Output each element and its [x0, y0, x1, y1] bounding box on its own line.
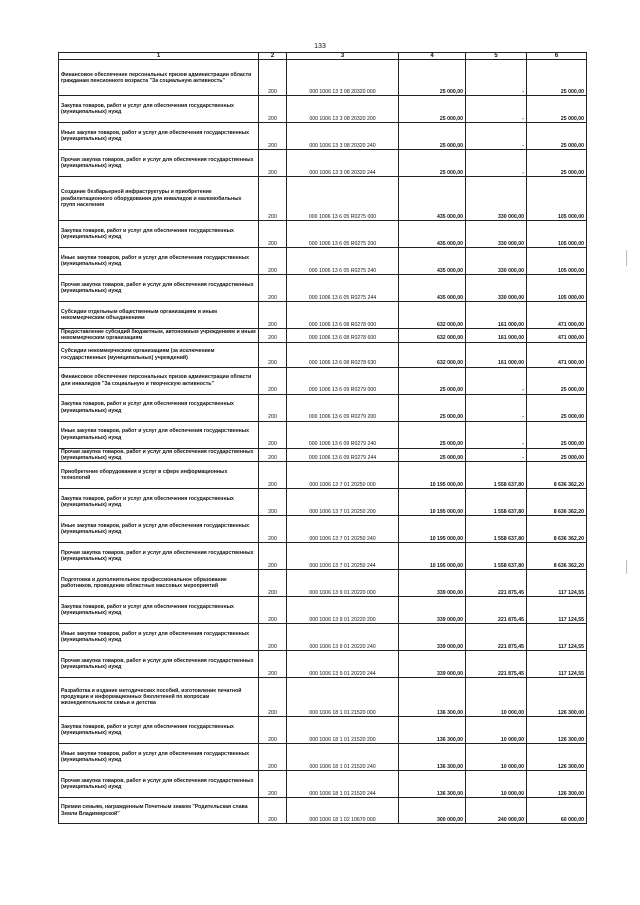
table-row	[59, 329, 587, 342]
row-code: 200	[259, 421, 287, 448]
row-col4: 339 000,00	[399, 570, 466, 597]
row-kbk: 000 1006 13 3 08 20320 240	[287, 123, 399, 150]
row-col5: 240 000,00	[466, 798, 527, 824]
row-col5: 221 875,45	[466, 651, 527, 678]
row-col5: -	[466, 421, 527, 448]
row-name: Субсидии отдельным общественным организациям и иным некоммерческим объединениям	[59, 302, 259, 329]
row-col6: 117 124,55	[527, 624, 587, 651]
row-code: 200	[259, 394, 287, 421]
row-col5: 221 875,45	[466, 597, 527, 624]
row-col4: 339 000,00	[399, 597, 466, 624]
row-col6: 60 000,00	[527, 798, 587, 824]
table-row	[59, 543, 587, 570]
row-code: 200	[259, 717, 287, 744]
row-name: Закупка товаров, работ и услуг для обеспечения государственных (муниципальных) нужд	[59, 597, 259, 624]
row-name: Иные закупки товаров, работ и услуг для обеспечения государственных (муниципальных) нужд	[59, 624, 259, 651]
row-col6: 471 000,00	[527, 342, 587, 367]
row-col4: 25 000,00	[399, 123, 466, 150]
col-header-2: 2	[259, 53, 287, 60]
row-col4: 632 000,00	[399, 342, 466, 367]
row-kbk: 000 1006 13 6 05 R0275 000	[287, 177, 399, 221]
table-row	[59, 221, 587, 248]
row-name: Прочая закупка товаров, работ и услуг для обеспечения государственных (муниципальных) нужд	[59, 771, 259, 798]
row-col4: 10 195 000,00	[399, 489, 466, 516]
row-col4: 10 195 000,00	[399, 516, 466, 543]
row-code: 200	[259, 96, 287, 123]
col-header-6: 6	[527, 53, 587, 60]
col-header-3: 3	[287, 53, 399, 60]
row-kbk: 000 1006 13 7 01 20250 240	[287, 516, 399, 543]
row-code: 200	[259, 221, 287, 248]
row-kbk: 000 1006 13 3 08 20320 244	[287, 150, 399, 177]
table-row	[59, 651, 587, 678]
table-row	[59, 367, 587, 394]
row-col6: 471 000,00	[527, 329, 587, 342]
row-code: 200	[259, 624, 287, 651]
row-kbk: 000 1006 18 1 01 21520 244	[287, 771, 399, 798]
table-row	[59, 462, 587, 489]
row-name: Субсидии некоммерческим организациям (за исключением государственных (муниципальных) учреждений)	[59, 342, 259, 367]
row-code: 200	[259, 462, 287, 489]
row-col6: 25 000,00	[527, 367, 587, 394]
row-kbk: 000 1006 13 6 09 R0279 000	[287, 367, 399, 394]
table-row	[59, 302, 587, 329]
row-code: 200	[259, 150, 287, 177]
row-col5: 221 875,45	[466, 570, 527, 597]
row-col4: 300 000,00	[399, 798, 466, 824]
row-name: Закупка товаров, работ и услуг для обеспечения государственных (муниципальных) нужд	[59, 221, 259, 248]
row-col4: 136 300,00	[399, 678, 466, 717]
row-col6: 25 000,00	[527, 394, 587, 421]
row-col4: 435 000,00	[399, 275, 466, 302]
row-col4: 435 000,00	[399, 248, 466, 275]
row-col4: 10 195 000,00	[399, 462, 466, 489]
row-col4: 339 000,00	[399, 651, 466, 678]
row-kbk: 000 1006 13 6 09 R0279 200	[287, 394, 399, 421]
row-col5: -	[466, 394, 527, 421]
row-col5: 330 000,00	[466, 275, 527, 302]
row-code: 200	[259, 248, 287, 275]
row-code: 200	[259, 302, 287, 329]
row-code: 200	[259, 329, 287, 342]
col-header-4: 4	[399, 53, 466, 60]
row-name: Создание безбарьерной инфраструктуры и приобретение реабилитационного оборудования для инвалидов и маломобильных групп населения	[59, 177, 259, 221]
row-name: Закупка товаров, работ и услуг для обеспечения государственных (муниципальных) нужд	[59, 394, 259, 421]
row-code: 200	[259, 177, 287, 221]
row-col5: 10 000,00	[466, 678, 527, 717]
row-col4: 136 300,00	[399, 771, 466, 798]
table-row	[59, 177, 587, 221]
row-col6: 126 300,00	[527, 771, 587, 798]
row-col4: 25 000,00	[399, 367, 466, 394]
row-code: 200	[259, 275, 287, 302]
row-kbk: 000 1006 13 6 09 R0279 244	[287, 448, 399, 461]
row-col6: 117 124,55	[527, 597, 587, 624]
row-kbk: 000 1006 13 6 08 R0278 600	[287, 329, 399, 342]
row-name: Прочая закупка товаров, работ и услуг для обеспечения государственных (муниципальных) нужд	[59, 543, 259, 570]
row-col5: 1 558 637,80	[466, 489, 527, 516]
table-row	[59, 60, 587, 96]
row-col5: 1 558 637,80	[466, 462, 527, 489]
table-row	[59, 96, 587, 123]
scan-edge-mark	[626, 560, 627, 574]
row-name: Иные закупки товаров, работ и услуг для обеспечения государственных (муниципальных) нужд	[59, 516, 259, 543]
col-header-5: 5	[466, 53, 527, 60]
row-col5: 161 000,00	[466, 302, 527, 329]
row-name: Иные закупки товаров, работ и услуг для обеспечения государственных (муниципальных) нужд	[59, 248, 259, 275]
row-code: 200	[259, 597, 287, 624]
row-col4: 435 000,00	[399, 177, 466, 221]
row-col6: 25 000,00	[527, 421, 587, 448]
table-row	[59, 597, 587, 624]
table-row	[59, 275, 587, 302]
row-kbk: 000 1006 13 6 05 R0275 244	[287, 275, 399, 302]
row-col6: 471 000,00	[527, 302, 587, 329]
row-code: 200	[259, 744, 287, 771]
table-row	[59, 421, 587, 448]
row-kbk: 000 1006 13 6 08 R0278 000	[287, 302, 399, 329]
row-col5: -	[466, 150, 527, 177]
row-col5: 330 000,00	[466, 248, 527, 275]
col-header-1: 1	[59, 53, 259, 60]
row-col6: 25 000,00	[527, 60, 587, 96]
table-row	[59, 516, 587, 543]
row-name: Иные закупки товаров, работ и услуг для обеспечения государственных (муниципальных) нужд	[59, 744, 259, 771]
row-code: 200	[259, 516, 287, 543]
table-row	[59, 150, 587, 177]
row-kbk: 000 1006 13 7 01 20250 000	[287, 462, 399, 489]
row-col4: 25 000,00	[399, 150, 466, 177]
row-name: Подготовка и дополнительное профессиональное образование работников, проведение областных массовых мероприятий	[59, 570, 259, 597]
row-col4: 25 000,00	[399, 421, 466, 448]
table-row	[59, 570, 587, 597]
row-col5: -	[466, 60, 527, 96]
row-kbk: 000 1006 13 6 08 R0278 630	[287, 342, 399, 367]
row-code: 200	[259, 489, 287, 516]
row-kbk: 000 1006 13 9 01 20220 240	[287, 624, 399, 651]
row-code: 200	[259, 678, 287, 717]
row-kbk: 000 1006 18 1 02 10670 000	[287, 798, 399, 824]
row-col5: 10 000,00	[466, 717, 527, 744]
row-name: Иные закупки товаров, работ и услуг для обеспечения государственных (муниципальных) нужд	[59, 421, 259, 448]
table-row	[59, 342, 587, 367]
row-col6: 105 000,00	[527, 221, 587, 248]
row-kbk: 000 1006 13 9 01 20220 000	[287, 570, 399, 597]
row-code: 200	[259, 367, 287, 394]
row-col5: -	[466, 123, 527, 150]
row-kbk: 000 1006 18 1 01 21520 240	[287, 744, 399, 771]
row-col5: 221 875,45	[466, 624, 527, 651]
row-name: Финансовое обеспечение персональных призов администрации области для инвалидов "За социальную и творческую активность"	[59, 367, 259, 394]
table-row	[59, 394, 587, 421]
scan-edge-mark	[626, 250, 627, 266]
row-code: 200	[259, 123, 287, 150]
table-row	[59, 798, 587, 824]
row-col4: 632 000,00	[399, 329, 466, 342]
row-col6: 8 636 362,20	[527, 543, 587, 570]
row-code: 200	[259, 798, 287, 824]
row-name: Прочая закупка товаров, работ и услуг для обеспечения государственных (муниципальных) нужд	[59, 150, 259, 177]
row-col5: -	[466, 448, 527, 461]
row-name: Разработка и издание методических пособий, изготовление печатной продукции и информационных бюллетеней по вопросам жизнедеятельности семьи и детства	[59, 678, 259, 717]
row-kbk: 000 1006 13 7 01 20250 200	[287, 489, 399, 516]
row-col6: 8 636 362,20	[527, 462, 587, 489]
row-col5: 10 000,00	[466, 771, 527, 798]
row-col5: -	[466, 367, 527, 394]
table-row	[59, 123, 587, 150]
table-body	[59, 53, 587, 824]
table-header-row	[59, 53, 587, 60]
row-name: Закупка товаров, работ и услуг для обеспечения государственных (муниципальных) нужд	[59, 717, 259, 744]
row-code: 200	[259, 771, 287, 798]
row-code: 200	[259, 570, 287, 597]
row-name: Приобретение оборудования и услуг в сфере информационных технологий	[59, 462, 259, 489]
table-row	[59, 678, 587, 717]
row-name: Прочая закупка товаров, работ и услуг для обеспечения государственных (муниципальных) нужд	[59, 448, 259, 461]
table-row	[59, 717, 587, 744]
table-row	[59, 448, 587, 461]
row-name: Прочая закупка товаров, работ и услуг для обеспечения государственных (муниципальных) нужд	[59, 275, 259, 302]
table-row	[59, 489, 587, 516]
row-col6: 25 000,00	[527, 123, 587, 150]
row-kbk: 000 1006 13 6 05 R0275 240	[287, 248, 399, 275]
row-col5: -	[466, 96, 527, 123]
row-col6: 105 000,00	[527, 177, 587, 221]
row-code: 200	[259, 342, 287, 367]
row-kbk: 000 1006 13 7 01 20250 244	[287, 543, 399, 570]
row-col5: 161 000,00	[466, 329, 527, 342]
row-col6: 105 000,00	[527, 248, 587, 275]
row-col5: 330 000,00	[466, 177, 527, 221]
table-row	[59, 771, 587, 798]
row-name: Прочая закупка товаров, работ и услуг для обеспечения государственных (муниципальных) нужд	[59, 651, 259, 678]
row-col4: 136 300,00	[399, 717, 466, 744]
row-kbk: 000 1006 18 1 01 21520 200	[287, 717, 399, 744]
row-name: Закупка товаров, работ и услуг для обеспечения государственных (муниципальных) нужд	[59, 489, 259, 516]
row-kbk: 000 1006 13 9 01 20220 244	[287, 651, 399, 678]
row-col5: 1 558 637,80	[466, 516, 527, 543]
row-col4: 10 195 000,00	[399, 543, 466, 570]
row-kbk: 000 1006 13 3 08 20320 200	[287, 96, 399, 123]
row-col4: 25 000,00	[399, 448, 466, 461]
row-col6: 117 124,55	[527, 651, 587, 678]
row-name: Предоставление субсидий бюджетным, автономным учреждениям и иным некоммерческим организациям	[59, 329, 259, 342]
table-row	[59, 248, 587, 275]
row-kbk: 000 1006 13 3 08 20320 000	[287, 60, 399, 96]
row-code: 200	[259, 60, 287, 96]
row-col6: 126 300,00	[527, 717, 587, 744]
row-kbk: 000 1006 18 1 01 21520 000	[287, 678, 399, 717]
row-col6: 126 300,00	[527, 744, 587, 771]
table-row	[59, 744, 587, 771]
row-col5: 10 000,00	[466, 744, 527, 771]
row-col4: 136 300,00	[399, 744, 466, 771]
row-col4: 435 000,00	[399, 221, 466, 248]
row-col4: 632 000,00	[399, 302, 466, 329]
row-col6: 105 000,00	[527, 275, 587, 302]
row-kbk: 000 1006 13 6 05 R0275 200	[287, 221, 399, 248]
row-col6: 25 000,00	[527, 150, 587, 177]
row-col6: 8 636 362,20	[527, 516, 587, 543]
row-name: Иные закупки товаров, работ и услуг для обеспечения государственных (муниципальных) нужд	[59, 123, 259, 150]
row-kbk: 000 1006 13 6 09 R0279 240	[287, 421, 399, 448]
row-name: Финансовое обеспечение персональных призов администрации области гражданам пенсионного возраста "За социальную активность"	[59, 60, 259, 96]
row-col5: 1 558 637,80	[466, 543, 527, 570]
row-col6: 8 636 362,20	[527, 489, 587, 516]
row-col6: 117 124,55	[527, 570, 587, 597]
table-row	[59, 624, 587, 651]
budget-table	[58, 52, 587, 824]
row-name: Премии семьям, награжденным Почетным знаком "Родительская слава Земли Владимирской"	[59, 798, 259, 824]
row-col5: 161 000,00	[466, 342, 527, 367]
row-kbk: 000 1006 13 9 01 20220 200	[287, 597, 399, 624]
row-col6: 25 000,00	[527, 448, 587, 461]
row-name: Закупка товаров, работ и услуг для обеспечения государственных (муниципальных) нужд	[59, 96, 259, 123]
row-col6: 25 000,00	[527, 96, 587, 123]
row-col6: 126 300,00	[527, 678, 587, 717]
row-code: 200	[259, 651, 287, 678]
row-col4: 339 000,00	[399, 624, 466, 651]
row-col5: 330 000,00	[466, 221, 527, 248]
page-number: 133	[314, 43, 326, 50]
row-code: 200	[259, 543, 287, 570]
row-col4: 25 000,00	[399, 394, 466, 421]
row-col4: 25 000,00	[399, 60, 466, 96]
row-col4: 25 000,00	[399, 96, 466, 123]
row-code: 200	[259, 448, 287, 461]
